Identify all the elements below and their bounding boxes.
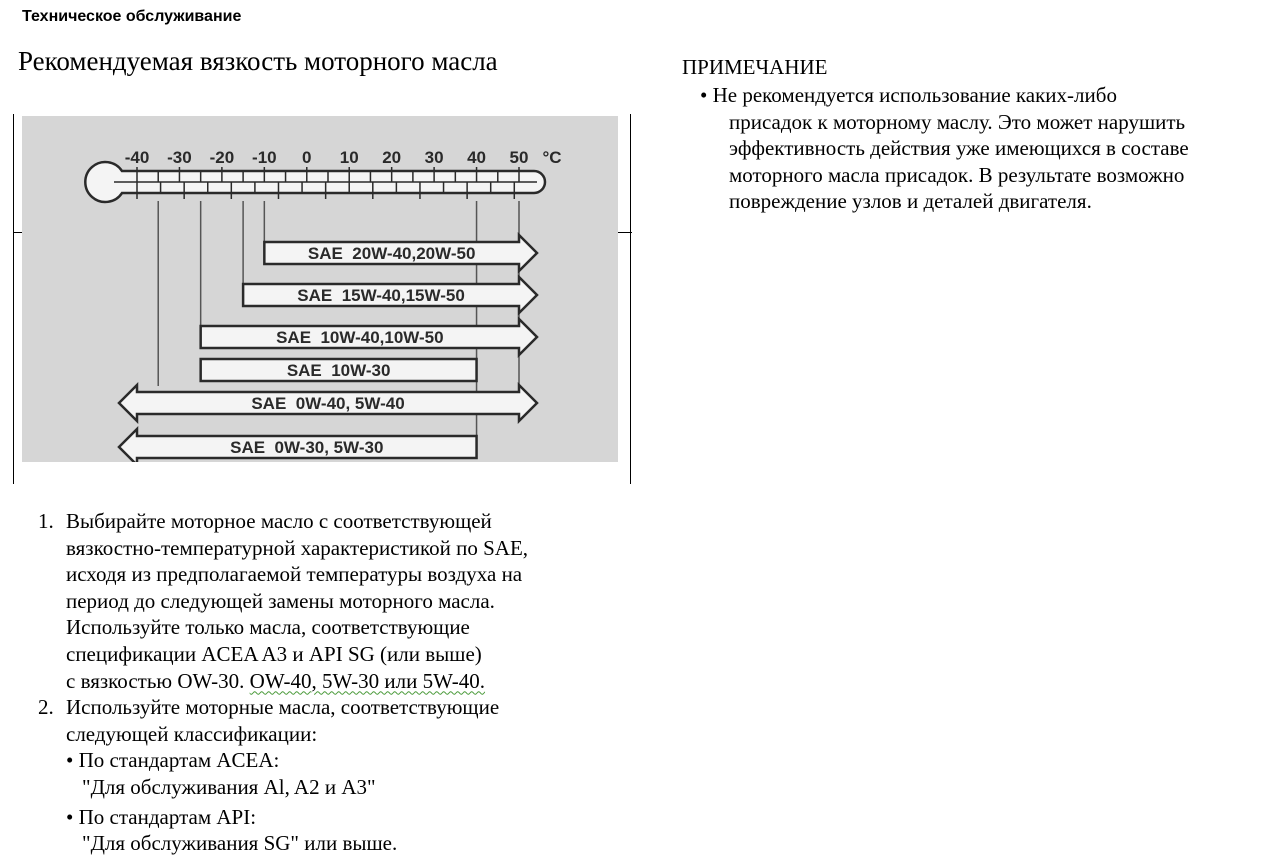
- frame-left-line: [13, 114, 14, 484]
- list-line: Используйте только масла, соответствующие: [66, 615, 470, 640]
- tick-label: 50: [509, 148, 529, 167]
- sub-item-text: "Для обслуживания Al, A2 и A3": [82, 774, 376, 799]
- note-line: эффективность действия уже имеющихся в составе: [729, 136, 1189, 160]
- tick-label: 20: [382, 148, 402, 167]
- viscosity-bar-label: SAE 0W-40, 5W-40: [251, 394, 405, 413]
- tick-label: 30: [424, 148, 444, 167]
- tick-label: 0: [302, 148, 312, 167]
- section-header: Техническое обслуживание: [22, 8, 242, 25]
- frame-right-line: [630, 114, 631, 484]
- list-line: [66, 668, 638, 695]
- list-line: вязкостно-температурной характеристикой по SAE,: [66, 535, 529, 560]
- tick-label: 10: [339, 148, 359, 167]
- sub-item-title: По стандартам API:: [78, 804, 257, 829]
- list-number: 2.: [38, 695, 54, 720]
- tick-label: -30: [167, 148, 192, 167]
- list-item: [38, 694, 638, 857]
- viscosity-bar-label: SAE 20W-40,20W-50: [307, 244, 476, 263]
- list-line: Выбирайте моторное масло с соответствующей: [66, 509, 492, 533]
- viscosity-bar-label: SAE 10W-40,10W-50: [276, 328, 444, 347]
- list-line: период до следующей замены моторного масла.: [66, 588, 495, 613]
- note-line: присадок к моторному маслу. Это может нарушить: [729, 109, 1186, 134]
- note-line: повреждение узлов и деталей двигателя.: [729, 189, 1092, 213]
- list-line-start: с вязкостью OW-30.: [66, 668, 250, 693]
- page-title: Рекомендуемая вязкость моторного масла: [18, 46, 498, 76]
- tick-label: 40: [467, 148, 487, 167]
- viscosity-bar-label: SAE 15W-40,15W-50: [297, 286, 465, 305]
- bullet: •: [66, 748, 74, 773]
- tick-label: -20: [209, 148, 235, 167]
- list-line: спецификации ACEA A3 и API SG (или выше): [66, 641, 482, 666]
- sub-item: [66, 804, 638, 857]
- viscosity-bar-label: SAE 10W-30: [286, 361, 391, 380]
- list-line: исходя из предполагаемой температуры воздуха на: [66, 562, 523, 587]
- tick-label: -10: [252, 148, 277, 167]
- bullet: •: [700, 83, 708, 107]
- oil-viscosity-chart: [22, 116, 618, 462]
- sub-item-text: "Для обслуживания SG" или выше.: [82, 831, 398, 856]
- unit-label: °C: [542, 148, 562, 167]
- viscosity-bar-label: SAE 0W-30, 5W-30: [230, 438, 384, 457]
- spellcheck-flagged-text: OW-40, 5W-30 или 5W-40.: [249, 668, 486, 693]
- sub-item-title: По стандартам ACEA:: [78, 748, 280, 773]
- list-number: 1.: [38, 509, 54, 533]
- note-line: Не рекомендуется использование каких-либо: [712, 83, 1117, 107]
- tick-label: -40: [124, 148, 150, 167]
- instructions-list: [38, 508, 638, 857]
- bullet: •: [66, 804, 74, 829]
- list-line: следующей классификации:: [66, 721, 318, 746]
- note-title: ПРИМЕЧАНИЕ: [682, 55, 828, 79]
- list-item: [38, 508, 638, 694]
- list-line: Используйте моторные масла, соответствующие: [66, 695, 500, 720]
- sub-item: [66, 747, 638, 800]
- note-line: моторного масла присадок. В результате возможно: [729, 162, 1185, 187]
- note-body: [700, 82, 1260, 215]
